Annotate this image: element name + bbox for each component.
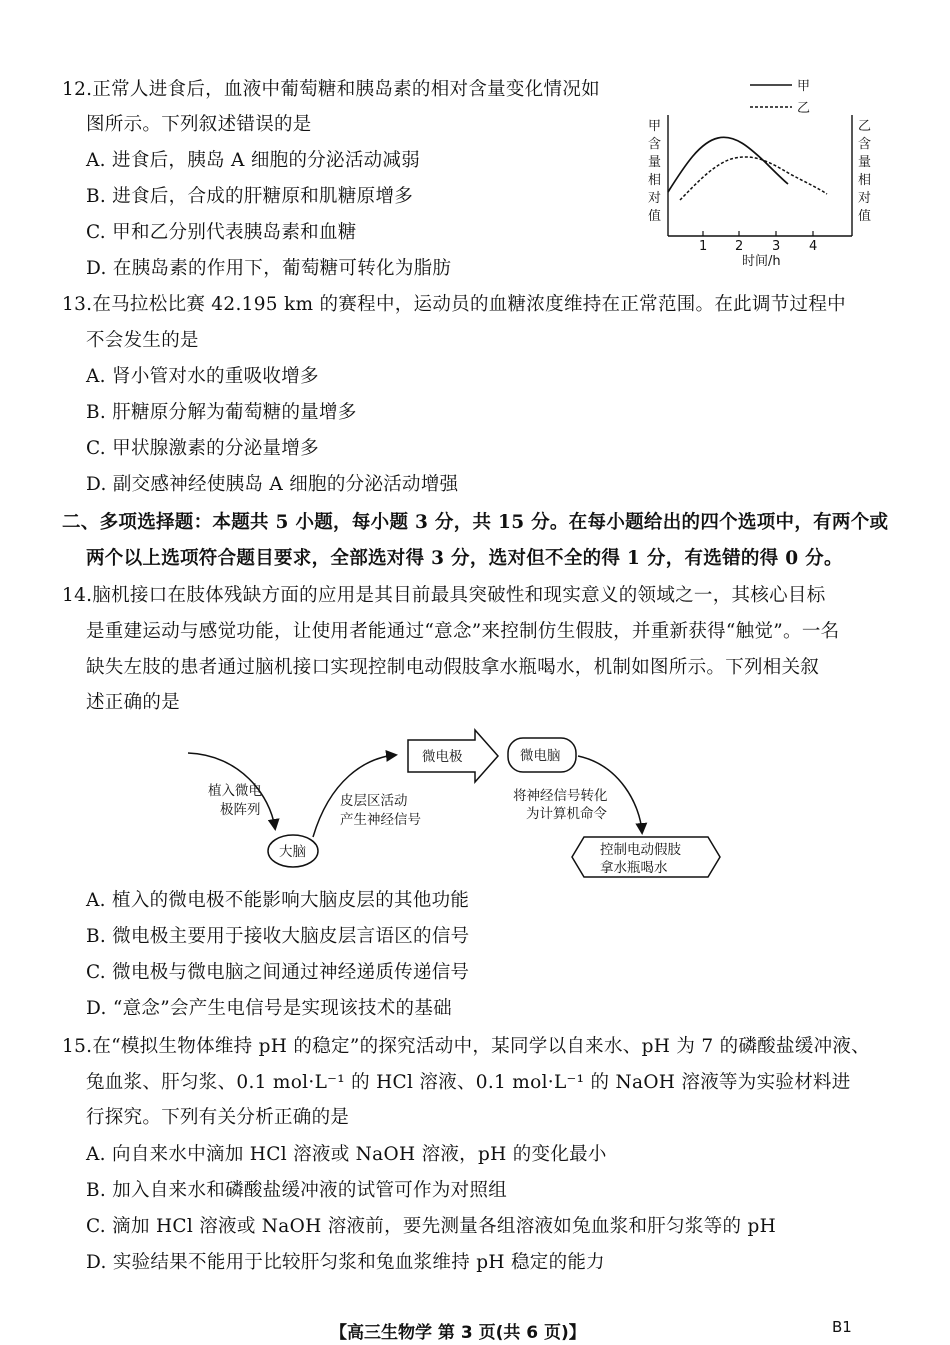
tick-label-2: 2 (735, 239, 744, 254)
q14-stem-line4: 述正确的是 (86, 692, 181, 713)
q13-option-c: C. 甲状腺激素的分泌量增多 (86, 438, 319, 459)
svg-text:对: 对 (858, 191, 872, 206)
svg-text:量: 量 (858, 155, 872, 170)
q13-option-d: D. 副交感神经使胰岛 A 细胞的分泌活动增强 (86, 474, 459, 495)
convert-label-line2: 为计算机命令 (526, 806, 607, 822)
control-label-line1: 控制电动假肢 (600, 842, 681, 858)
svg-text:量: 量 (648, 155, 662, 170)
tick-label-3: 3 (772, 239, 781, 254)
q14-stem-line2: 是重建运动与感觉功能，让使用者能通过“意念”来控制仿生假肢，并重新获得“触觉”。一名 (86, 621, 840, 642)
cortex-label-line1: 皮层区活动 (340, 793, 408, 809)
curve-jia (668, 137, 788, 192)
svg-text:对: 对 (648, 191, 662, 206)
convert-label-line1: 将神经信号转化 (513, 788, 608, 804)
q15-option-a: A. 向自来水中滴加 HCl 溶液或 NaOH 溶液，pH 的变化最小 (86, 1144, 607, 1165)
q13-stem-line1: 13.在马拉松比赛 42.195 km 的赛程中，运动员的血糖浓度维持在正常范围。在此调节过程中 (62, 294, 846, 315)
q12-option-a: A. 进食后，胰岛 A 细胞的分泌活动减弱 (86, 150, 421, 171)
q14-option-b: B. 微电极主要用于接收大脑皮层言语区的信号 (86, 926, 470, 947)
svg-text:甲: 甲 (648, 119, 662, 134)
tick-label-1: 1 (699, 239, 708, 254)
q14-option-d: D. “意念”会产生电信号是实现该技术的基础 (86, 998, 452, 1019)
q15-option-c: C. 滴加 HCl 溶液或 NaOH 溶液前，要先测量各组溶液如兔血浆和肝匀浆等的 pH (86, 1216, 777, 1237)
paper-code: B1 (832, 1318, 852, 1336)
q13-stem-line2: 不会发生的是 (86, 330, 199, 351)
legend-yi: 乙 (797, 101, 811, 116)
left-axis-label (648, 119, 661, 224)
svg-text:含: 含 (858, 137, 872, 152)
q12-stem-line2: 图所示。下列叙述错误的是 (86, 114, 312, 135)
tick-label-4: 4 (809, 239, 818, 254)
implant-label-line1: 植入微电 (208, 783, 262, 799)
svg-text:相: 相 (648, 173, 662, 188)
brain-label: 大脑 (279, 844, 306, 860)
curve-yi (680, 157, 827, 200)
q12-option-d: D. 在胰岛素的作用下，葡萄糖可转化为脂肪 (86, 258, 452, 279)
section2-line1: 二、多项选择题：本题共 5 小题，每小题 3 分，共 15 分。在每小题给出的四个选项中，有两个或 (62, 512, 889, 533)
q15-stem-line2: 兔血浆、肝匀浆、0.1 mol·L⁻¹ 的 HCl 溶液、0.1 mol·L⁻¹ 的 NaOH 溶液等为实验材料进 (86, 1072, 851, 1093)
q12-graph (640, 70, 885, 270)
right-axis-label (858, 119, 871, 224)
section2-line2: 两个以上选项符合题目要求，全部选对得 3 分，选对但不全的得 1 分，有选错的得 0 分。 (86, 548, 843, 569)
svg-text:乙: 乙 (858, 119, 872, 134)
control-label-line2: 拿水瓶喝水 (600, 860, 668, 876)
q15-stem-line1: 15.在“模拟生物体维持 pH 的稳定”的探究活动中，某同学以自来水、pH 为 7 的磷酸盐缓冲液、 (62, 1036, 870, 1057)
q15-option-b: B. 加入自来水和磷酸盐缓冲液的试管可作为对照组 (86, 1180, 508, 1201)
electrode-label: 微电极 (422, 749, 463, 765)
page-footer: 【高三生物学 第 3 页(共 6 页)】 (330, 1323, 586, 1343)
microcomputer-label: 微电脑 (520, 748, 561, 764)
q12-option-b: B. 进食后，合成的肝糖原和肌糖原增多 (86, 186, 414, 207)
q12-stem-line1: 12.正常人进食后，血液中葡萄糖和胰岛素的相对含量变化情况如 (62, 79, 600, 100)
svg-text:相: 相 (858, 173, 872, 188)
q15-option-d: D. 实验结果不能用于比较肝匀浆和兔血浆维持 pH 稳定的能力 (86, 1252, 605, 1273)
q13-option-b: B. 肝糖原分解为葡萄糖的量增多 (86, 402, 357, 423)
implant-label-line2: 极阵列 (220, 802, 261, 818)
q14-diagram (180, 720, 740, 890)
q12-option-c: C. 甲和乙分别代表胰岛素和血糖 (86, 222, 357, 243)
legend-jia: 甲 (797, 79, 811, 94)
svg-text:值: 值 (858, 209, 872, 224)
q15-stem-line3: 行探究。下列有关分析正确的是 (86, 1107, 350, 1128)
q14-stem-line3: 缺失左肢的患者通过脑机接口实现控制电动假肢拿水瓶喝水，机制如图所示。下列相关叙 (86, 657, 820, 678)
q13-option-a: A. 肾小管对水的重吸收增多 (86, 366, 319, 387)
cortex-label-line2: 产生神经信号 (340, 812, 421, 828)
q14-stem-line1: 14.脑机接口在肢体残缺方面的应用是其目前最具突破性和现实意义的领域之一，其核心目标 (62, 585, 826, 606)
svg-text:值: 值 (648, 209, 662, 224)
q14-option-c: C. 微电极与微电脑之间通过神经递质传递信号 (86, 962, 470, 983)
svg-text:含: 含 (648, 137, 662, 152)
x-axis-label: 时间/h (742, 254, 781, 269)
q14-option-a: A. 植入的微电极不能影响大脑皮层的其他功能 (86, 890, 470, 911)
